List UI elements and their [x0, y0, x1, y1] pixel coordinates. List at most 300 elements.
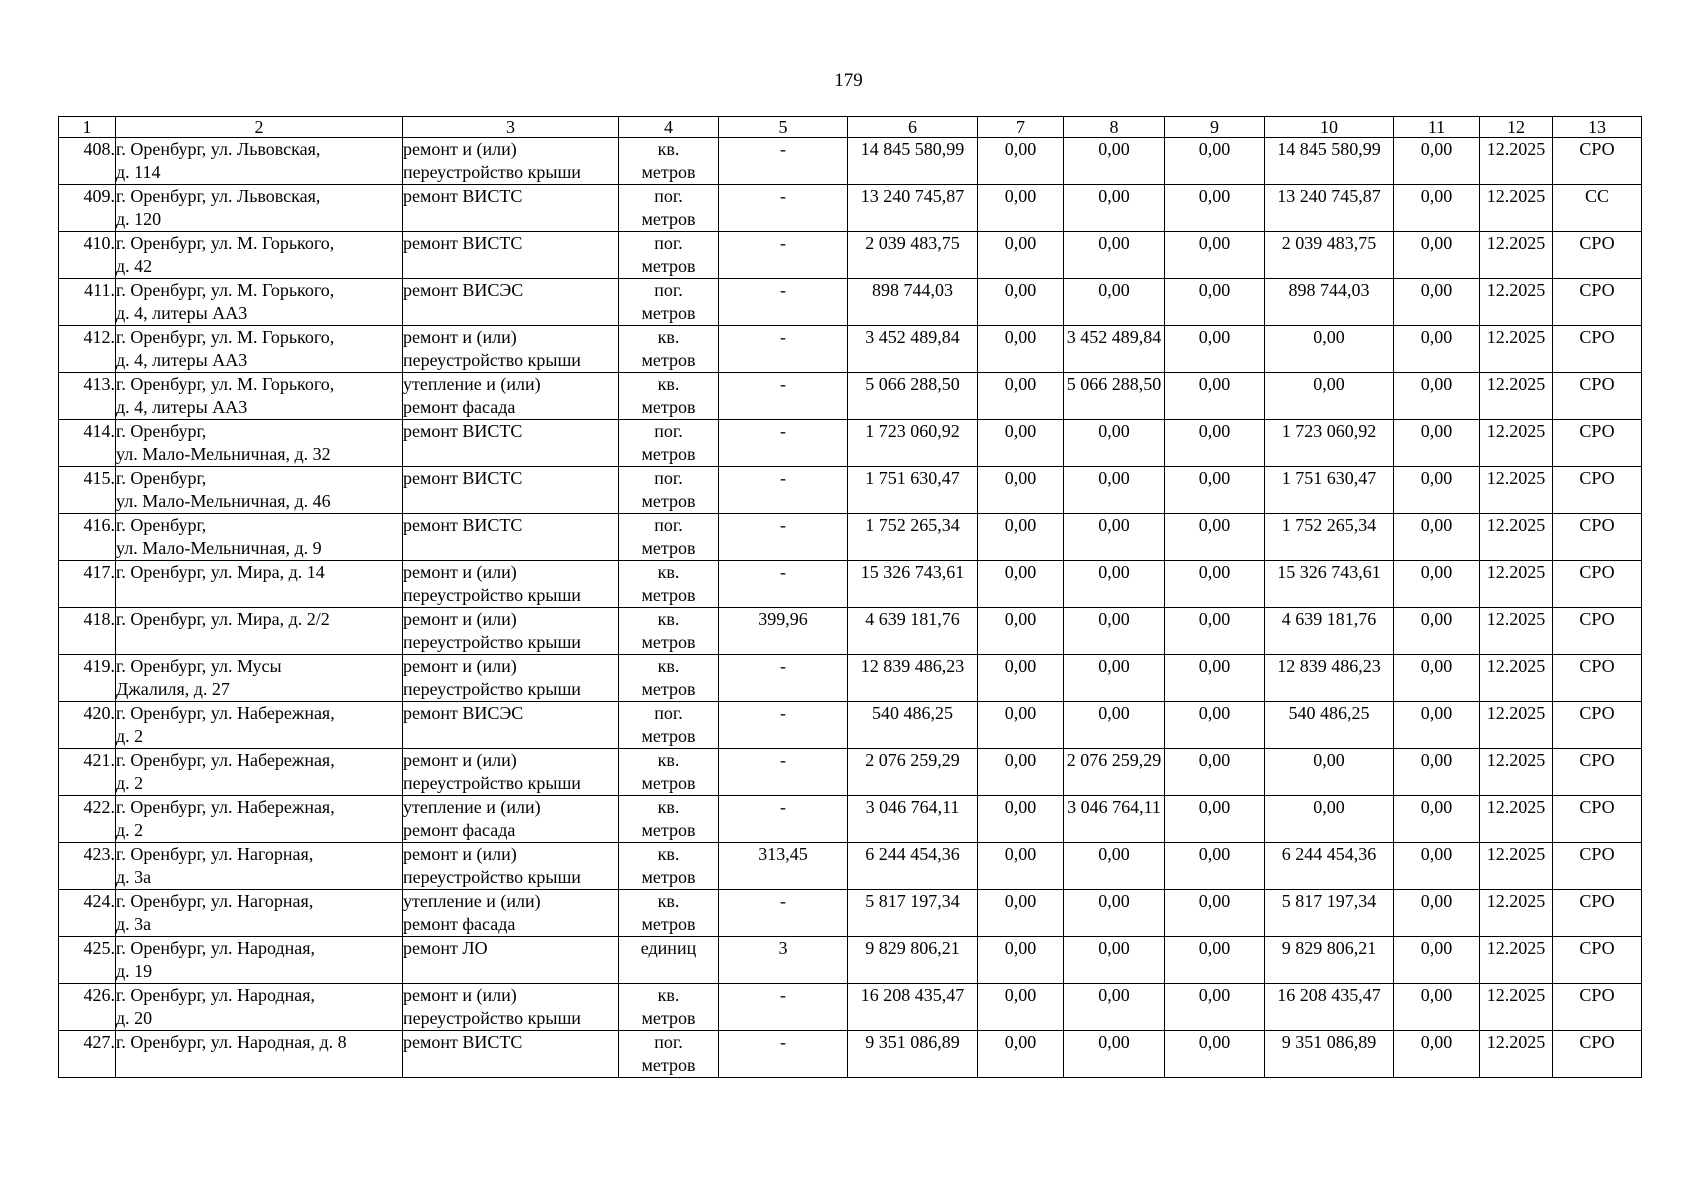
work-type-cell	[403, 984, 619, 1031]
col9-cell: 0,00	[1165, 984, 1265, 1031]
work-type-cell-line: ремонт ВИСТС	[403, 1032, 523, 1052]
work-type-cell-line: ремонт ВИСТС	[403, 515, 523, 535]
column-header: 7	[978, 117, 1064, 138]
work-type-cell	[403, 185, 619, 232]
unit-cell	[619, 890, 719, 937]
address-cell-line: д. 3а	[116, 867, 152, 887]
unit-cell	[619, 702, 719, 749]
completion-date-cell: 12.2025	[1480, 608, 1553, 655]
total-cost-cell: 540 486,25	[848, 702, 978, 749]
volume-cell: -	[719, 796, 848, 843]
col7-cell: 0,00	[978, 984, 1064, 1031]
unit-cell-line: кв.	[657, 656, 680, 676]
table-row	[59, 373, 1642, 420]
unit-cell-line: кв.	[657, 985, 680, 1005]
row-number: 410.	[59, 232, 116, 279]
unit-cell-line: единиц	[640, 938, 697, 958]
table-row	[59, 138, 1642, 185]
work-type-cell-line: переустройство крыши	[403, 1008, 581, 1028]
address-cell-line: г. Оренбург,	[116, 515, 207, 535]
col11-cell: 0,00	[1394, 702, 1480, 749]
col11-cell: 0,00	[1394, 326, 1480, 373]
address-cell-line: д. 4, литеры АА3	[116, 303, 248, 323]
table-row	[59, 467, 1642, 514]
address-cell-line: д. 19	[116, 961, 153, 981]
volume-cell: -	[719, 279, 848, 326]
col7-cell: 0,00	[978, 373, 1064, 420]
row-number: 421.	[59, 749, 116, 796]
row-number: 423.	[59, 843, 116, 890]
unit-cell	[619, 467, 719, 514]
unit-cell-line: метров	[641, 444, 696, 464]
address-cell-line: д. 4, литеры АА3	[116, 397, 248, 417]
col9-cell: 0,00	[1165, 420, 1265, 467]
unit-cell	[619, 1031, 719, 1078]
col11-cell: 0,00	[1394, 749, 1480, 796]
unit-cell	[619, 373, 719, 420]
col9-cell: 0,00	[1165, 749, 1265, 796]
unit-cell-line: пог.	[654, 468, 683, 488]
col8-cell: 3 046 764,11	[1064, 796, 1165, 843]
table-row	[59, 514, 1642, 561]
work-type-cell-line: ремонт фасада	[403, 820, 516, 840]
unit-cell-line: пог.	[654, 1032, 683, 1052]
completion-date-cell: 12.2025	[1480, 138, 1553, 185]
col7-cell: 0,00	[978, 279, 1064, 326]
row-number: 413.	[59, 373, 116, 420]
table-row	[59, 749, 1642, 796]
unit-cell	[619, 608, 719, 655]
col10-cell: 9 829 806,21	[1265, 937, 1394, 984]
col11-cell: 0,00	[1394, 138, 1480, 185]
address-cell	[116, 655, 403, 702]
table-row	[59, 420, 1642, 467]
address-cell-line: ул. Мало-Мельничная, д. 46	[116, 491, 331, 511]
address-cell-line: д. 2	[116, 726, 144, 746]
address-cell-line: г. Оренбург, ул. Нагорная,	[116, 844, 314, 864]
row-number: 424.	[59, 890, 116, 937]
address-cell-line: д. 120	[116, 209, 162, 229]
address-cell-line: г. Оренбург, ул. М. Горького,	[116, 327, 335, 347]
completion-date-cell: 12.2025	[1480, 749, 1553, 796]
work-type-cell-line: переустройство крыши	[403, 162, 581, 182]
fund-method-cell: СРО	[1553, 279, 1642, 326]
work-type-cell-line: ремонт ВИСТС	[403, 468, 523, 488]
column-header: 13	[1553, 117, 1642, 138]
col9-cell: 0,00	[1165, 796, 1265, 843]
col11-cell: 0,00	[1394, 608, 1480, 655]
work-type-cell-line: переустройство крыши	[403, 867, 581, 887]
col10-cell: 13 240 745,87	[1265, 185, 1394, 232]
table-row	[59, 702, 1642, 749]
fund-method-cell: СРО	[1553, 138, 1642, 185]
col11-cell: 0,00	[1394, 279, 1480, 326]
unit-cell	[619, 937, 719, 984]
col11-cell: 0,00	[1394, 420, 1480, 467]
col9-cell: 0,00	[1165, 232, 1265, 279]
total-cost-cell: 9 351 086,89	[848, 1031, 978, 1078]
row-number: 418.	[59, 608, 116, 655]
row-number: 427.	[59, 1031, 116, 1078]
column-header: 2	[116, 117, 403, 138]
address-cell-line: ул. Мало-Мельничная, д. 9	[116, 538, 322, 558]
work-type-cell	[403, 702, 619, 749]
col11-cell: 0,00	[1394, 373, 1480, 420]
unit-cell-line: метров	[641, 209, 696, 229]
column-header: 3	[403, 117, 619, 138]
col8-cell: 2 076 259,29	[1064, 749, 1165, 796]
unit-cell-line: пог.	[654, 233, 683, 253]
col8-cell: 0,00	[1064, 984, 1165, 1031]
col9-cell: 0,00	[1165, 608, 1265, 655]
table-row	[59, 1031, 1642, 1078]
col11-cell: 0,00	[1394, 984, 1480, 1031]
completion-date-cell: 12.2025	[1480, 232, 1553, 279]
row-number: 426.	[59, 984, 116, 1031]
volume-cell: -	[719, 1031, 848, 1078]
unit-cell	[619, 138, 719, 185]
volume-cell: -	[719, 138, 848, 185]
address-cell	[116, 514, 403, 561]
col9-cell: 0,00	[1165, 326, 1265, 373]
column-header: 5	[719, 117, 848, 138]
volume-cell: -	[719, 514, 848, 561]
volume-cell: -	[719, 326, 848, 373]
column-header: 6	[848, 117, 978, 138]
fund-method-cell: СРО	[1553, 984, 1642, 1031]
unit-cell-line: метров	[641, 256, 696, 276]
work-type-cell	[403, 937, 619, 984]
completion-date-cell: 12.2025	[1480, 890, 1553, 937]
col7-cell: 0,00	[978, 326, 1064, 373]
address-cell-line: г. Оренбург, ул. Мира, д. 14	[116, 562, 325, 582]
address-cell-line: г. Оренбург, ул. М. Горького,	[116, 280, 335, 300]
unit-cell-line: пог.	[654, 186, 683, 206]
unit-cell-line: метров	[641, 820, 696, 840]
address-cell	[116, 608, 403, 655]
address-cell	[116, 232, 403, 279]
row-number: 414.	[59, 420, 116, 467]
unit-cell-line: кв.	[657, 562, 680, 582]
completion-date-cell: 12.2025	[1480, 279, 1553, 326]
col11-cell: 0,00	[1394, 561, 1480, 608]
address-cell-line: д. 2	[116, 773, 144, 793]
total-cost-cell: 3 046 764,11	[848, 796, 978, 843]
total-cost-cell: 6 244 454,36	[848, 843, 978, 890]
work-type-cell	[403, 326, 619, 373]
unit-cell	[619, 561, 719, 608]
address-cell	[116, 279, 403, 326]
address-cell	[116, 796, 403, 843]
address-cell-line: д. 3а	[116, 914, 152, 934]
work-type-cell	[403, 749, 619, 796]
total-cost-cell: 1 723 060,92	[848, 420, 978, 467]
unit-cell-line: кв.	[657, 797, 680, 817]
col7-cell: 0,00	[978, 561, 1064, 608]
col8-cell: 0,00	[1064, 279, 1165, 326]
completion-date-cell: 12.2025	[1480, 655, 1553, 702]
address-cell	[116, 702, 403, 749]
completion-date-cell: 12.2025	[1480, 185, 1553, 232]
col10-cell: 16 208 435,47	[1265, 984, 1394, 1031]
work-type-cell	[403, 514, 619, 561]
col7-cell: 0,00	[978, 514, 1064, 561]
fund-method-cell: СРО	[1553, 514, 1642, 561]
col10-cell: 6 244 454,36	[1265, 843, 1394, 890]
unit-cell-line: пог.	[654, 515, 683, 535]
col7-cell: 0,00	[978, 1031, 1064, 1078]
unit-cell	[619, 749, 719, 796]
column-header: 9	[1165, 117, 1265, 138]
unit-cell	[619, 279, 719, 326]
unit-cell-line: метров	[641, 585, 696, 605]
fund-method-cell: СРО	[1553, 467, 1642, 514]
col11-cell: 0,00	[1394, 514, 1480, 561]
col10-cell: 0,00	[1265, 326, 1394, 373]
fund-method-cell: СРО	[1553, 843, 1642, 890]
volume-cell: -	[719, 420, 848, 467]
unit-cell-line: пог.	[654, 280, 683, 300]
unit-cell-line: метров	[641, 726, 696, 746]
col7-cell: 0,00	[978, 232, 1064, 279]
volume-cell: -	[719, 984, 848, 1031]
work-type-cell	[403, 138, 619, 185]
work-type-cell-line: ремонт ЛО	[403, 938, 488, 958]
work-type-cell	[403, 561, 619, 608]
col8-cell: 0,00	[1064, 702, 1165, 749]
volume-cell: -	[719, 232, 848, 279]
address-cell-line: г. Оренбург, ул. Мира, д. 2/2	[116, 609, 330, 629]
address-cell-line: г. Оренбург, ул. Набережная,	[116, 750, 335, 770]
work-type-cell-line: ремонт и (или)	[403, 609, 517, 629]
address-cell-line: г. Оренбург, ул. М. Горького,	[116, 374, 335, 394]
work-type-cell-line: ремонт ВИСЭС	[403, 280, 524, 300]
col9-cell: 0,00	[1165, 514, 1265, 561]
col7-cell: 0,00	[978, 467, 1064, 514]
col9-cell: 0,00	[1165, 561, 1265, 608]
table-row	[59, 185, 1642, 232]
address-cell-line: д. 20	[116, 1008, 153, 1028]
total-cost-cell: 9 829 806,21	[848, 937, 978, 984]
completion-date-cell: 12.2025	[1480, 702, 1553, 749]
fund-method-cell: СРО	[1553, 655, 1642, 702]
unit-cell-line: кв.	[657, 374, 680, 394]
address-cell	[116, 420, 403, 467]
volume-cell: -	[719, 373, 848, 420]
address-cell	[116, 185, 403, 232]
address-cell-line: г. Оренбург, ул. Мусы	[116, 656, 282, 676]
total-cost-cell: 15 326 743,61	[848, 561, 978, 608]
table-body	[59, 138, 1642, 1078]
work-type-cell-line: переустройство крыши	[403, 350, 581, 370]
col8-cell: 0,00	[1064, 608, 1165, 655]
col7-cell: 0,00	[978, 608, 1064, 655]
work-type-cell	[403, 608, 619, 655]
volume-cell: 313,45	[719, 843, 848, 890]
col10-cell: 14 845 580,99	[1265, 138, 1394, 185]
total-cost-cell: 13 240 745,87	[848, 185, 978, 232]
work-type-cell-line: ремонт и (или)	[403, 562, 517, 582]
work-type-cell	[403, 796, 619, 843]
address-cell	[116, 749, 403, 796]
table-row	[59, 561, 1642, 608]
unit-cell-line: пог.	[654, 421, 683, 441]
col8-cell: 0,00	[1064, 138, 1165, 185]
unit-cell-line: кв.	[657, 891, 680, 911]
address-cell-line: д. 114	[116, 162, 161, 182]
address-cell	[116, 138, 403, 185]
row-number: 422.	[59, 796, 116, 843]
table-row	[59, 984, 1642, 1031]
unit-cell-line: кв.	[657, 844, 680, 864]
fund-method-cell: СРО	[1553, 561, 1642, 608]
address-cell-line: д. 2	[116, 820, 144, 840]
fund-method-cell: СС	[1553, 185, 1642, 232]
unit-cell-line: метров	[641, 632, 696, 652]
address-cell-line: г. Оренбург, ул. Львовская,	[116, 139, 321, 159]
address-cell	[116, 561, 403, 608]
volume-cell: -	[719, 561, 848, 608]
address-cell	[116, 843, 403, 890]
unit-cell-line: метров	[641, 679, 696, 699]
work-type-cell-line: ремонт ВИСТС	[403, 186, 523, 206]
col11-cell: 0,00	[1394, 937, 1480, 984]
completion-date-cell: 12.2025	[1480, 937, 1553, 984]
completion-date-cell: 12.2025	[1480, 561, 1553, 608]
col11-cell: 0,00	[1394, 890, 1480, 937]
completion-date-cell: 12.2025	[1480, 420, 1553, 467]
table-row	[59, 279, 1642, 326]
col10-cell: 15 326 743,61	[1265, 561, 1394, 608]
col7-cell: 0,00	[978, 749, 1064, 796]
work-type-cell-line: ремонт и (или)	[403, 985, 517, 1005]
unit-cell-line: метров	[641, 397, 696, 417]
address-cell-line: г. Оренбург,	[116, 421, 207, 441]
volume-cell: -	[719, 749, 848, 796]
work-type-cell-line: переустройство крыши	[403, 632, 581, 652]
work-type-cell-line: переустройство крыши	[403, 585, 581, 605]
address-cell-line: г. Оренбург, ул. Набережная,	[116, 797, 335, 817]
total-cost-cell: 3 452 489,84	[848, 326, 978, 373]
col8-cell: 0,00	[1064, 232, 1165, 279]
address-cell	[116, 984, 403, 1031]
col9-cell: 0,00	[1165, 185, 1265, 232]
unit-cell-line: метров	[641, 1055, 696, 1075]
address-cell	[116, 467, 403, 514]
col10-cell: 1 752 265,34	[1265, 514, 1394, 561]
unit-cell-line: метров	[641, 491, 696, 511]
col9-cell: 0,00	[1165, 279, 1265, 326]
address-cell	[116, 890, 403, 937]
unit-cell	[619, 984, 719, 1031]
column-header: 8	[1064, 117, 1165, 138]
col10-cell: 12 839 486,23	[1265, 655, 1394, 702]
work-type-cell-line: ремонт и (или)	[403, 327, 517, 347]
col9-cell: 0,00	[1165, 890, 1265, 937]
volume-cell: 3	[719, 937, 848, 984]
fund-method-cell: СРО	[1553, 373, 1642, 420]
fund-method-cell: СРО	[1553, 749, 1642, 796]
work-type-cell	[403, 843, 619, 890]
unit-cell-line: метров	[641, 867, 696, 887]
address-cell-line: г. Оренбург, ул. Народная,	[116, 938, 316, 958]
address-cell-line: г. Оренбург, ул. Львовская,	[116, 186, 321, 206]
completion-date-cell: 12.2025	[1480, 373, 1553, 420]
unit-cell	[619, 843, 719, 890]
work-type-cell-line: утепление и (или)	[403, 797, 541, 817]
volume-cell: -	[719, 702, 848, 749]
table-row	[59, 890, 1642, 937]
address-cell-line: г. Оренбург, ул. Народная,	[116, 985, 316, 1005]
volume-cell: -	[719, 185, 848, 232]
col7-cell: 0,00	[978, 185, 1064, 232]
row-number: 425.	[59, 937, 116, 984]
fund-method-cell: СРО	[1553, 702, 1642, 749]
unit-cell-line: метров	[641, 350, 696, 370]
row-number: 408.	[59, 138, 116, 185]
address-cell-line: д. 4, литеры АА3	[116, 350, 248, 370]
total-cost-cell: 14 845 580,99	[848, 138, 978, 185]
work-type-cell-line: утепление и (или)	[403, 374, 541, 394]
total-cost-cell: 5 817 197,34	[848, 890, 978, 937]
completion-date-cell: 12.2025	[1480, 1031, 1553, 1078]
unit-cell-line: метров	[641, 1008, 696, 1028]
work-type-cell-line: ремонт и (или)	[403, 844, 517, 864]
unit-cell	[619, 232, 719, 279]
address-cell-line: д. 42	[116, 256, 153, 276]
total-cost-cell: 1 751 630,47	[848, 467, 978, 514]
table-row	[59, 843, 1642, 890]
col9-cell: 0,00	[1165, 937, 1265, 984]
unit-cell	[619, 655, 719, 702]
col10-cell: 0,00	[1265, 373, 1394, 420]
column-number-row	[59, 117, 1642, 138]
col10-cell: 0,00	[1265, 796, 1394, 843]
col7-cell: 0,00	[978, 796, 1064, 843]
row-number: 419.	[59, 655, 116, 702]
table-row	[59, 655, 1642, 702]
fund-method-cell: СРО	[1553, 420, 1642, 467]
address-cell	[116, 326, 403, 373]
work-type-cell-line: ремонт и (или)	[403, 139, 517, 159]
repair-program-table	[58, 116, 1642, 1078]
unit-cell	[619, 420, 719, 467]
col9-cell: 0,00	[1165, 702, 1265, 749]
fund-method-cell: СРО	[1553, 890, 1642, 937]
col10-cell: 898 744,03	[1265, 279, 1394, 326]
fund-method-cell: СРО	[1553, 937, 1642, 984]
work-type-cell-line: переустройство крыши	[403, 679, 581, 699]
volume-cell: -	[719, 890, 848, 937]
table-row	[59, 326, 1642, 373]
column-header: 4	[619, 117, 719, 138]
col11-cell: 0,00	[1394, 467, 1480, 514]
row-number: 409.	[59, 185, 116, 232]
col7-cell: 0,00	[978, 655, 1064, 702]
work-type-cell-line: ремонт и (или)	[403, 656, 517, 676]
work-type-cell	[403, 373, 619, 420]
address-cell-line: Джалиля, д. 27	[116, 679, 230, 699]
col9-cell: 0,00	[1165, 1031, 1265, 1078]
unit-cell-line: метров	[641, 773, 696, 793]
volume-cell: 399,96	[719, 608, 848, 655]
col8-cell: 0,00	[1064, 561, 1165, 608]
address-cell-line: г. Оренбург, ул. М. Горького,	[116, 233, 335, 253]
col10-cell: 1 751 630,47	[1265, 467, 1394, 514]
col10-cell: 5 817 197,34	[1265, 890, 1394, 937]
table-row	[59, 937, 1642, 984]
work-type-cell	[403, 232, 619, 279]
